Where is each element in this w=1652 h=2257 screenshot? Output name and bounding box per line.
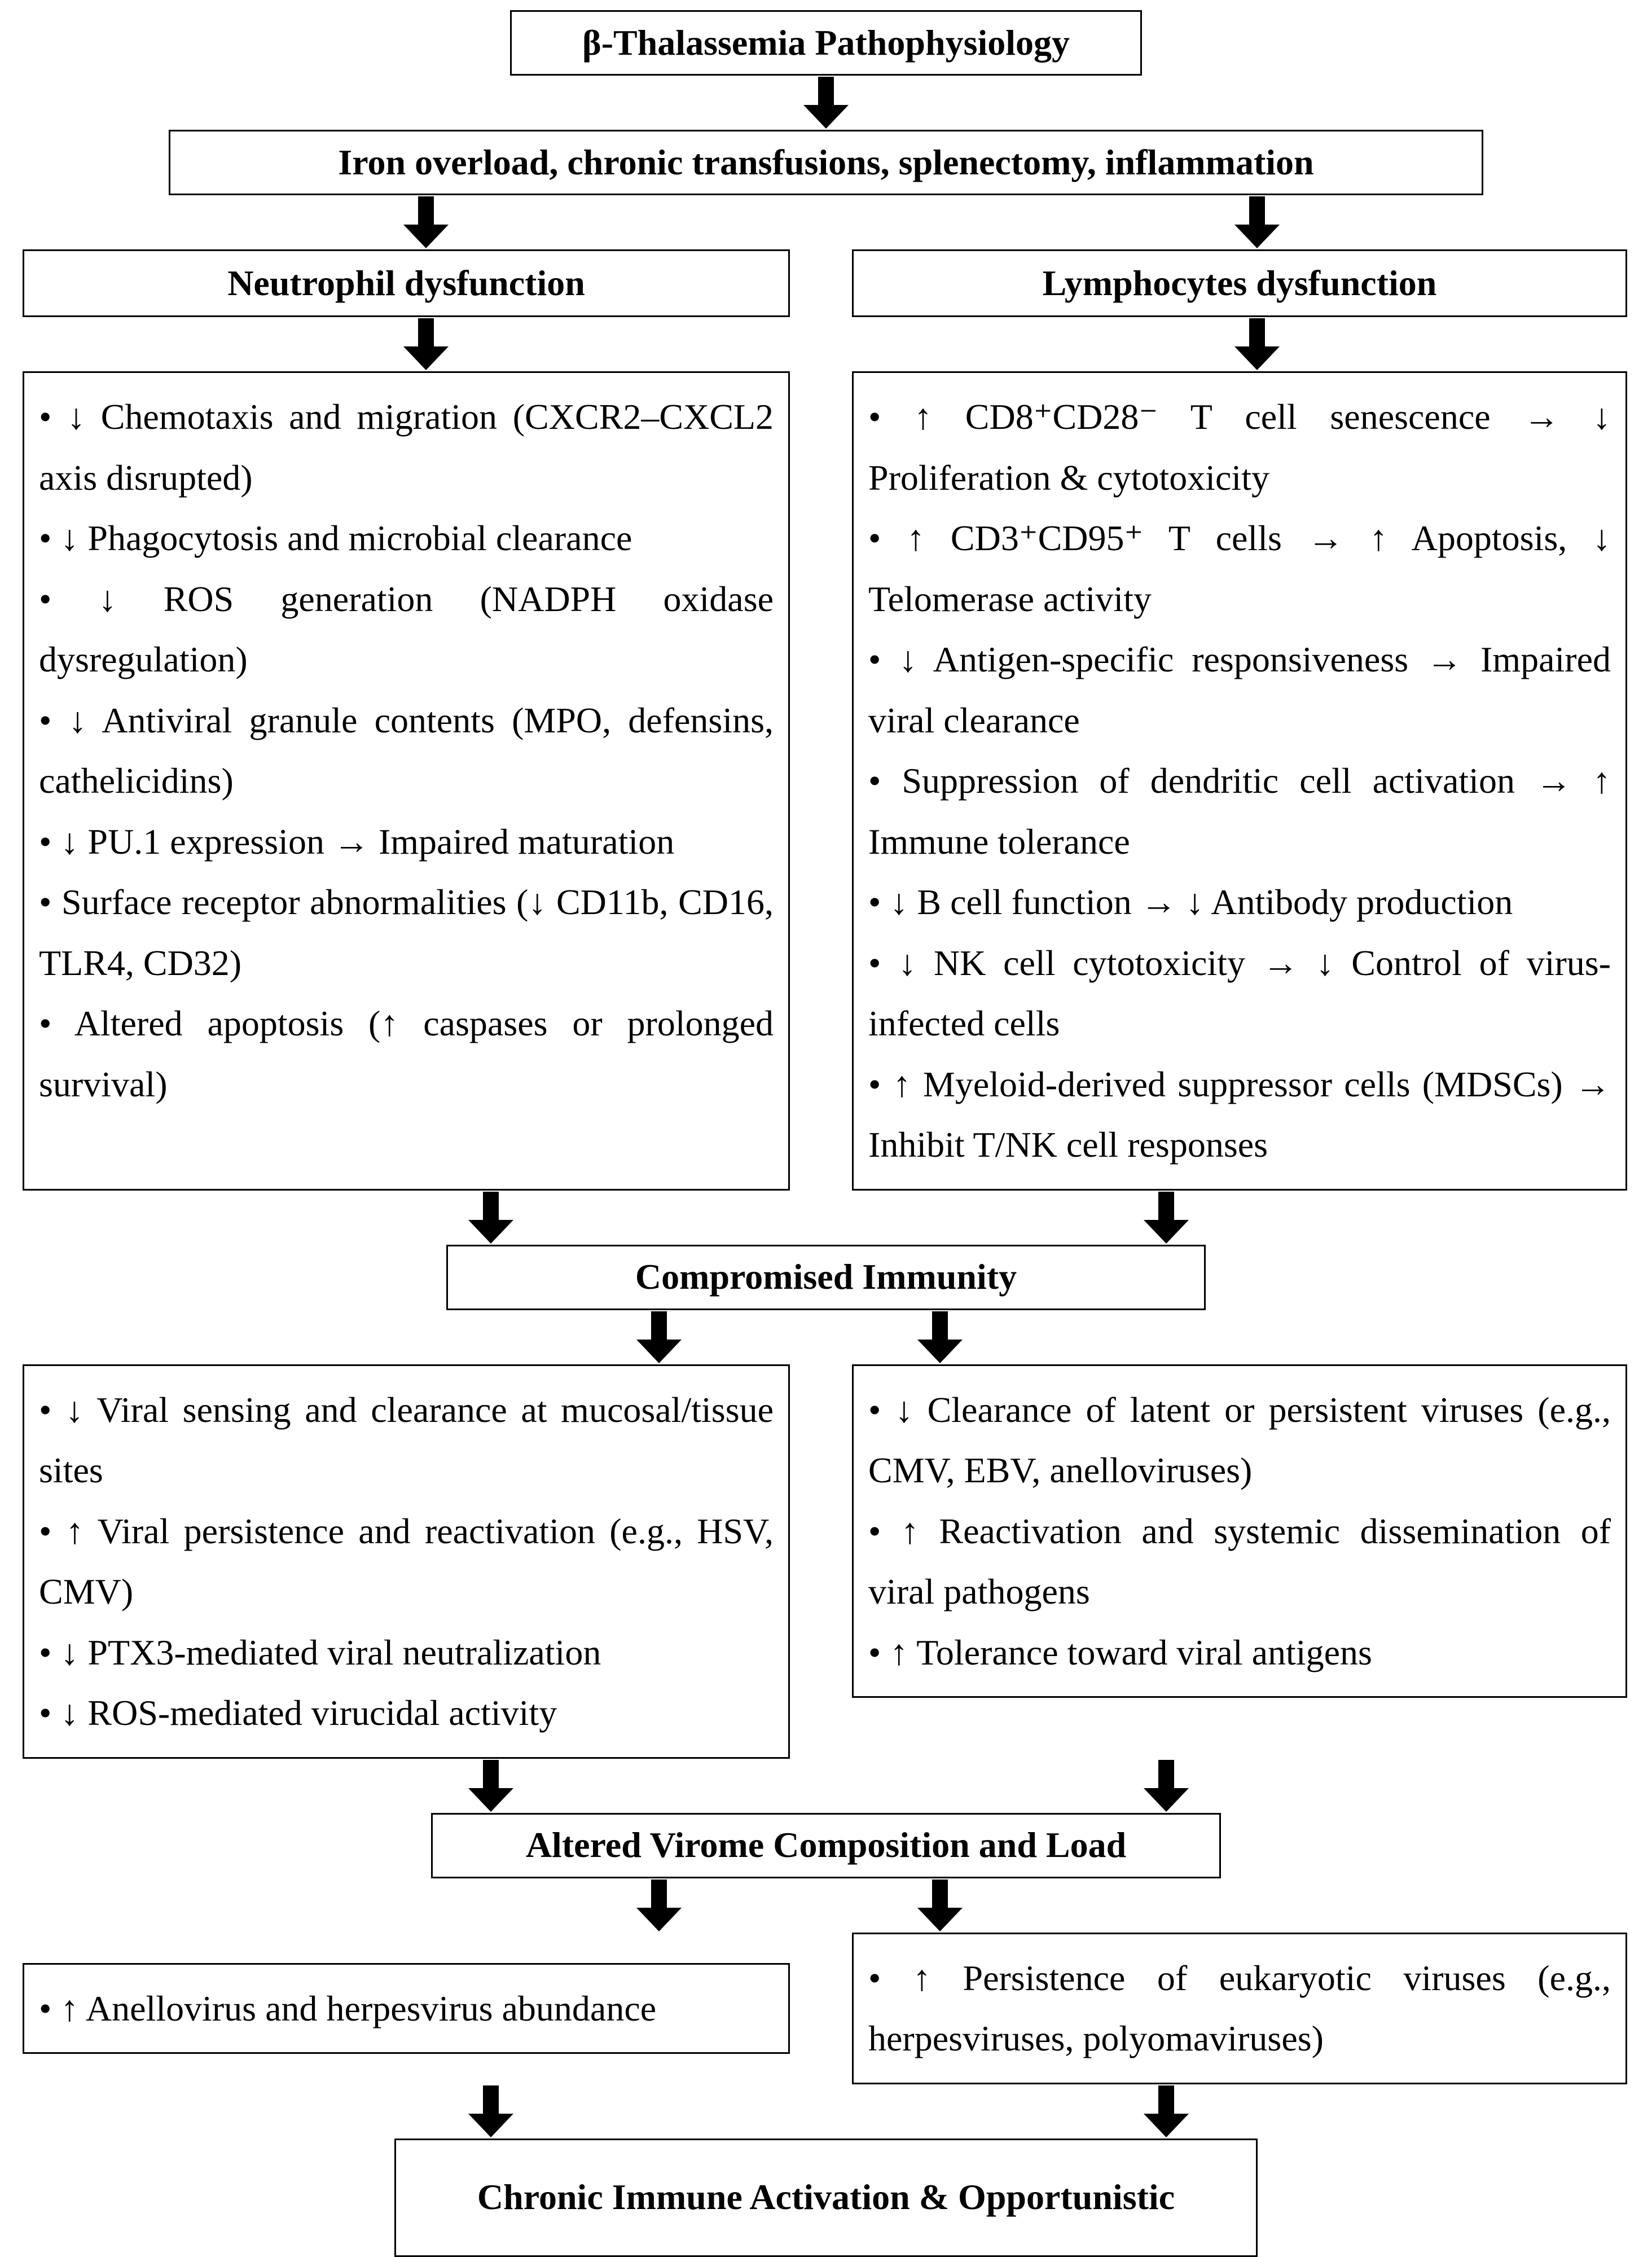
final-outcome-box bbox=[394, 2139, 1258, 2257]
neutrophil-details-box bbox=[23, 371, 790, 1191]
lymphocyte-header-text: Lymphocytes dysfunction bbox=[1042, 262, 1437, 303]
causes-text: Iron overload, chronic transfusions, splenectomy, inflammation bbox=[338, 142, 1314, 182]
neutrophil-header-box bbox=[23, 249, 790, 317]
compromised-immunity-text: Compromised Immunity bbox=[635, 1257, 1017, 1297]
lymphocyte-details-box bbox=[852, 371, 1627, 1191]
bullet-item: • ↑ Reactivation and systemic dissemination of viral pathogens bbox=[868, 1510, 1611, 1612]
bullet-item: • Suppression of dendritic cell activation → ↑ Immune tolerance bbox=[868, 761, 1611, 862]
down-arrow-icon bbox=[803, 77, 849, 129]
lymphocyte-header-box bbox=[852, 249, 1627, 317]
altered-virome-box bbox=[431, 1813, 1221, 1878]
neutrophil-header-text: Neutrophil dysfunction bbox=[227, 262, 585, 303]
connector-row-2 bbox=[0, 195, 1652, 249]
altered-virome-text: Altered Virome Composition and Load bbox=[525, 1825, 1127, 1865]
connector-row-1 bbox=[0, 76, 1652, 130]
bullet-item: • ↓ Viral sensing and clearance at mucosal/tissue sites bbox=[39, 1389, 774, 1491]
bullet-item: • ↓ ROS-mediated virucidal activity bbox=[39, 1693, 557, 1733]
viral-effects-left-box bbox=[23, 1364, 790, 1759]
connector-row-4 bbox=[0, 1191, 1652, 1245]
bullet-item: • ↑ Myeloid-derived suppressor cells (MDSCs) → Inhibit T/NK cell responses bbox=[868, 1064, 1611, 1165]
branch-headers-row bbox=[0, 249, 1652, 317]
down-arrow-icon bbox=[636, 1311, 682, 1363]
causes-box bbox=[169, 130, 1483, 195]
viral-effects-row bbox=[0, 1364, 1652, 1759]
bullet-item: • ↑ Viral persistence and reactivation (e.g., HSV, CMV) bbox=[39, 1510, 774, 1612]
bullet-item: • ↑ Tolerance toward viral antigens bbox=[868, 1632, 1372, 1672]
down-arrow-icon bbox=[1234, 196, 1280, 248]
bullet-item: • ↓ Phagocytosis and microbial clearance bbox=[39, 518, 632, 559]
down-arrow-icon bbox=[403, 196, 449, 248]
down-arrow-icon bbox=[403, 318, 449, 370]
bullet-item: • ↓ PTX3-mediated viral neutralization bbox=[39, 1632, 601, 1672]
connector-row-6 bbox=[0, 1759, 1652, 1813]
bullet-item: • ↓ ROS generation (NADPH oxidase dysregulation) bbox=[39, 578, 774, 680]
bullet-item: • ↑ Persistence of eukaryotic viruses (e.g., herpesviruses, polyomaviruses) bbox=[868, 1957, 1611, 2059]
bullet-item: • Surface receptor abnormalities (↓ CD11b, CD16, TLR4, CD32) bbox=[39, 882, 774, 983]
down-arrow-icon bbox=[1144, 1760, 1189, 1812]
dysfunction-details-row bbox=[0, 371, 1652, 1191]
eukaryotic-virus-persistence-box bbox=[852, 1933, 1627, 2084]
bullet-item: • ↓ Clearance of latent or persistent viruses (e.g., CMV, EBV, anelloviruses) bbox=[868, 1389, 1611, 1491]
down-arrow-icon bbox=[636, 1880, 682, 1931]
bullet-item: • ↓ B cell function → ↓ Antibody production bbox=[868, 882, 1513, 923]
bullet-item: • ↓ PU.1 expression → Impaired maturation bbox=[39, 821, 675, 862]
bullet-item: • Altered apoptosis (↑ caspases or prolonged survival) bbox=[39, 1003, 774, 1104]
bullet-item: • ↓ NK cell cytotoxicity → ↓ Control of virus-infected cells bbox=[868, 942, 1611, 1044]
bullet-item: • ↓ Antiviral granule contents (MPO, defensins, cathelicidins) bbox=[39, 700, 774, 801]
title-text: β-Thalassemia Pathophysiology bbox=[582, 22, 1070, 63]
viral-effects-right-box bbox=[852, 1364, 1627, 1698]
connector-row-5 bbox=[0, 1310, 1652, 1364]
anellovirus-abundance-box bbox=[23, 1963, 790, 2054]
down-arrow-icon bbox=[917, 1880, 963, 1931]
compromised-immunity-box bbox=[446, 1245, 1206, 1310]
down-arrow-icon bbox=[917, 1311, 963, 1363]
bullet-item: • ↓ Chemotaxis and migration (CXCR2–CXCL2 axis disrupted) bbox=[39, 397, 774, 498]
virome-outcomes-row bbox=[0, 1933, 1652, 2084]
bullet-item: • ↑ Anellovirus and herpesvirus abundance bbox=[39, 1988, 657, 2028]
down-arrow-icon bbox=[468, 1760, 513, 1812]
down-arrow-icon bbox=[468, 1192, 513, 1244]
connector-row-3 bbox=[0, 317, 1652, 371]
down-arrow-icon bbox=[468, 2085, 513, 2137]
bullet-item: • ↑ CD3⁺CD95⁺ T cells → ↑ Apoptosis, ↓ Telomerase activity bbox=[868, 518, 1611, 619]
bullet-item: • ↓ Antigen-specific responsiveness → Impaired viral clearance bbox=[868, 639, 1611, 740]
down-arrow-icon bbox=[1144, 1192, 1189, 1244]
bullet-item: • ↑ CD8⁺CD28⁻ T cell senescence → ↓ Proliferation & cytotoxicity bbox=[868, 397, 1611, 498]
connector-row-8 bbox=[0, 2084, 1652, 2139]
down-arrow-icon bbox=[1144, 2085, 1189, 2137]
title-box bbox=[510, 10, 1142, 76]
down-arrow-icon bbox=[1234, 318, 1280, 370]
final-outcome-text: Chronic Immune Activation & Opportunistic bbox=[477, 2177, 1175, 2218]
connector-row-7 bbox=[0, 1878, 1652, 1933]
